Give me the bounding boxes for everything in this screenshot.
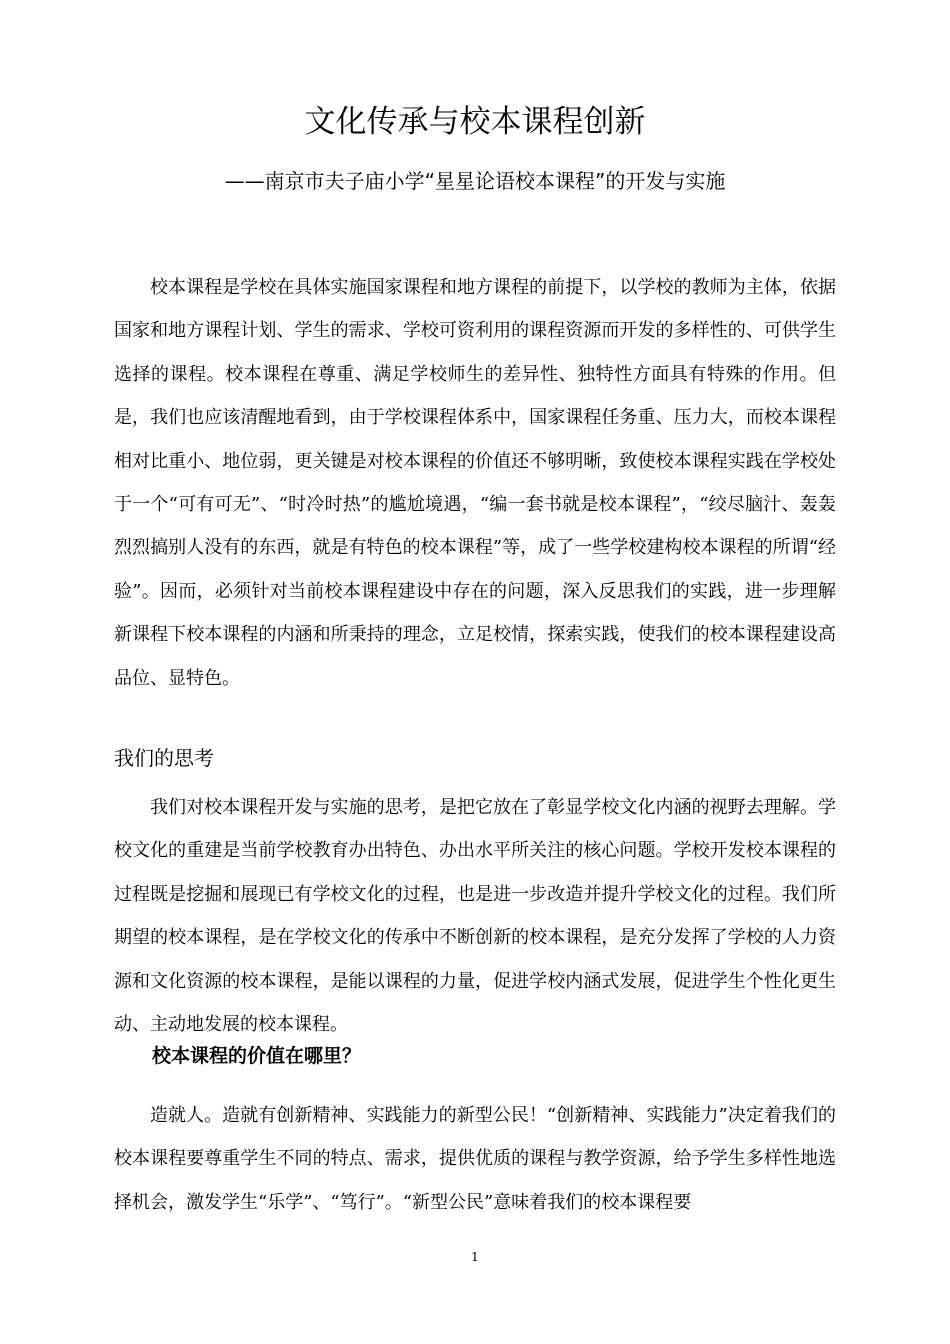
thinking-paragraph: 我们对校本课程开发与实施的思考，是把它放在了彰显学校文化内涵的视野去理解。学校文化的重建是当前学校教育办出特色、办出水平所关注的核心问题。学校开发校本课程的过程既是挖掘和展现已有学校文化的过程，也是进一步改造并提升学校文化的过程。我们所期望的校本课程，是在学校文化的传承中不断创新的校本课程，是充分发挥了学校的人力资源和文化资源的校本课程，是能以课程的力量，促进学校内涵式发展，促进学生个性化更生动、主动地发展的校本课程。	[114, 797, 836, 1036]
value-paragraph: 造就人。造就有创新精神、实践能力的新型公民！“创新精神、实践能力”决定着我们的校本课程要尊重学生不同的特点、需求，提供优质的课程与教学资源，给予学生多样性地选择机会，激发学生“乐学”、“笃行”。“新型公民”意味着我们的校本课程要	[114, 1105, 836, 1213]
subsection-heading: 校本课程的价值在哪里？	[152, 1045, 362, 1067]
document-title: 文化传承与校本课程创新	[304, 104, 646, 140]
document-subtitle: ——南京市夫子庙小学“星星论语校本课程”的开发与实施	[224, 169, 726, 193]
page-number: 1	[471, 1250, 479, 1264]
intro-paragraph: 校本课程是学校在具体实施国家课程和地方课程的前提下，以学校的教师为主体，依据国家和地方课程计划、学生的需求、学校可资利用的课程资源而开发的多样性的、可供学生选择的课程。校本课程在尊重、满足学校师生的差异性、独特性方面具有特殊的作用。但是，我们也应该清醒地看到，由于学校课程体系中，国家课程任务重、压力大，而校本课程相对比重小、地位弱，更关键是对校本课程的价值还不够明晰，致使校本课程实践在学校处于一个“可有可无”、“时冷时热”的尴尬境遇，“编一套书就是校本课程”，“绞尽脑汁、轰轰烈烈搞别人没有的东西，就是有特色的校本课程”等，成了一些学校建构校本课程的所谓“经验”。因而，必须针对当前校本课程建设中存在的问题，深入反思我们的实践，进一步理解新课程下校本课程的内涵和所秉持的理念，立足校情，探索实践，使我们的校本课程建设高品位、显特色。	[114, 277, 836, 689]
section-heading: 我们的思考	[114, 746, 214, 770]
